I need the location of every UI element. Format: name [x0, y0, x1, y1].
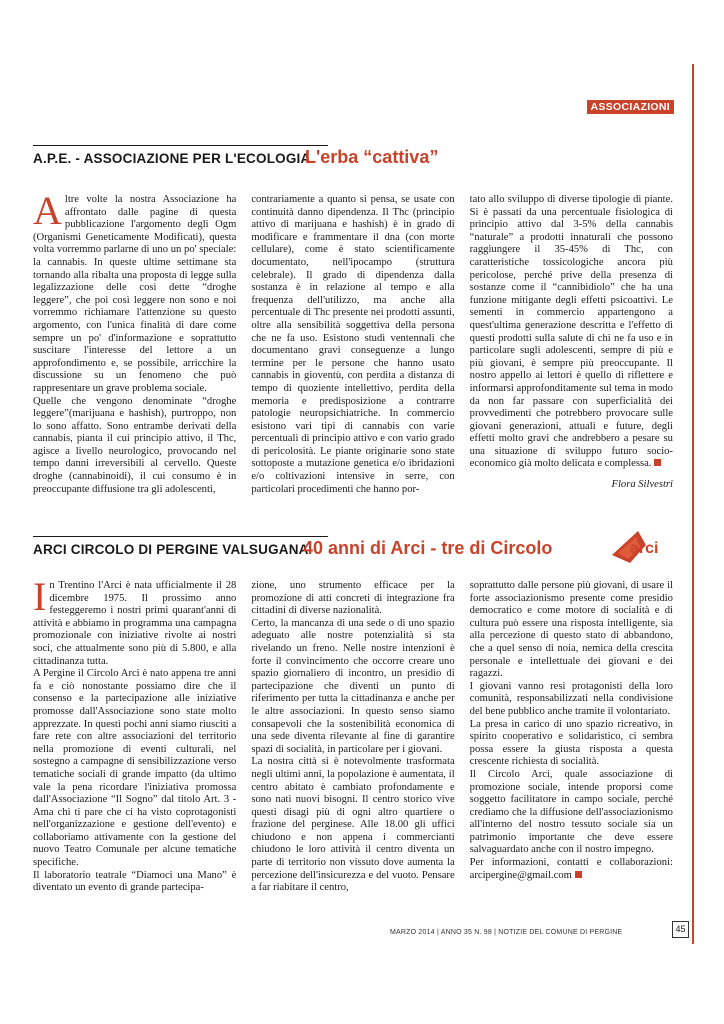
end-mark-icon [654, 459, 661, 466]
article1-title: L'erba “cattiva” [305, 147, 439, 167]
paragraph: Il Circolo Arci, quale associazione di promozione sociale, intende proporsi come soggetto facilitatore in campo sociale, perché crediamo che la diffusione dell'associazionismo all'interno del nostro tessuto sociale sia un patrimonio importante che deve essere salvaguardato anche con il nostro impegno. [469, 768, 673, 856]
page-footer: MARZO 2014 | ANNO 35 N. 98 | NOTIZIE DEL COMUNE DI PERGINE [390, 929, 623, 936]
paragraph: contrariamente a quanto si pensa, se usate con continuità danno dipendenza. Il Thc (principio attivo di marijuana e hashish) è in grado di modificare e frammentare il dna (con morte cellulare), come è stato scientificamente documentato, nell'ipocampo (struttura celebrale). Il grado di dipendenza dalla sostanza è in relazione al tempo e alla frequenza dell'utilizzo, ma anche alla percentuale di Thc presente nei prodotti assunti, oltre alla sensibilità soggettiva della persona che ne fa uso. Esistono studi ventennali che documentano gravi conseguenze a lungo termine per le persone che hanno usato cannabis in gioventù, con perdita a distanza di tempo di quoziente intellettivo, perdita della memoria e predisposizione a contrarre patologie neuropsichiatriche. In commercio esistono vari tipi di cannabis con varie percentuali di principio attivo e con vario grado di pericolosità. Le piante originarie sono state sottoposte a mutazione genetica e/o ibridazioni e/o coltivazioni intensive in serre, con particolari procedimenti che hanno por- [251, 194, 455, 495]
article2-col2 [251, 580, 454, 902]
paragraph: La nostra città si è notevolmente trasformata negli ultimi anni, la popolazione è aumentata, il centro abitato è cambiato profondamente e sono nati nuovi bisogni. Il centro storico vive questi disagi più di ogni altro quartiere o frazione del perginese. Alle 18.00 gli uffici chiudono e non appena i commercianti chiudono le loro attività il centro diventa un parte di territorio non vissuto dove aumenta la percezione dell'insicurezza e del vuoto. Pensare a far riabitare il centro, [251, 756, 455, 894]
article2-col1 [33, 580, 236, 902]
section-tag: ASSOCIAZIONI [587, 100, 674, 114]
article1-col3 [470, 194, 673, 514]
paragraph: n Trentino l'Arci è nata ufficialmente il 28 dicembre 1975. Il prossimo anno festeggeremo i nostri primi quarant'anni di attività e abbiamo in programma una campagna promozionale con iniziative rivolte ai nostri soci, che attualmente sono più di 5.800, e alla cittadinanza tutta. [33, 580, 237, 667]
article2-org: ARCI CIRCOLO DI PERGINE VALSUGANA [33, 542, 309, 557]
svg-text:arci: arci [630, 540, 659, 557]
margin-rule [692, 64, 694, 944]
end-mark-icon [575, 871, 582, 878]
paragraph: La presa in carico di uno spazio ricreativo, in spirito cooperativo e solidaristico, ci sembra possa essere la giusta risposta a questa crescente richiesta di socialità. [469, 718, 673, 768]
article2-body [33, 580, 673, 902]
article1-org: A.P.E. - ASSOCIAZIONE PER L'ECOLOGIA [33, 151, 311, 166]
article2-title: 40 anni di Arci - tre di Circolo [303, 538, 553, 558]
article2-dropcap: I [33, 580, 47, 619]
paragraph: Quelle che vengono denominate “droghe leggere”(marijuana e hashish), purtroppo, non lo sono affatto. Sono entrambe derivati della cannabis, pianta il cui principio attivo, il Thc, agisce a livello neurologico, provocando nel tempo danni irreversibili al cervello. Queste droghe (cannabinoidi), il cui consumo è in preoccupante diffusione tra gli adolescenti, [33, 395, 237, 495]
article1-col2 [251, 194, 454, 514]
paragraph: I giovani vanno resi protagonisti della loro comunità, responsabilizzati nella condivisione del bene pubblico anche tramite il volontariato. [469, 680, 673, 717]
article1-dropcap: A [33, 194, 62, 233]
paragraph: A Pergine il Circolo Arci è nato appena tre anni fa e ciò nonostante possiamo dire che il consenso e la partecipazione alle iniziative promosse dall'Associazione sono state molto apprezzate. In questi pochi anni siamo riusciti a fare rete con altre associazioni del territorio nella promozione di eventi culturali, nel sostegno a campagne di sensibilizzazione verso tematiche sociali di grande impatto (da ultimo vale la pena ricordare l'iniziativa promossa dall'Associazione “Il Sogno” dal titolo Art. 3 - Ama chi ti pare che ci ha visto coprotagonisti nell'organizzazione e gestione dell'evento) e collaboriamo attivamente con la gestione del nuovo Teatro Comunale per alcune tematiche specifiche. [33, 668, 237, 869]
paragraph: Certo, la mancanza di una sede o di uno spazio adeguato alle nostre potenzialità si sta rivelando un freno. Nelle nostre intenzioni è forte il convincimento che occorre creare uno spazio giornaliero di incontro, un presidio di partecipazione che diventi un punto di riferimento per tutta la cittadinanza e anche per le altre associazioni. In questo senso siamo consapevoli che la sostenibilità economica di una sede diventa rilevante al fine di garantire spazi di socialità, in particolare per i giovani. [251, 617, 455, 755]
article1-signature: Flora Silvestri [611, 479, 673, 491]
article1-header [33, 145, 676, 171]
paragraph: Per informazioni, contatti e collaborazioni: arcipergine@gmail.com [469, 857, 673, 881]
header-rule [33, 536, 328, 537]
paragraph: ltre volte la nostra Associazione ha affrontato dalle pagine di questa pubblicazione l'argomento degli Ogm (Organismi Geneticamente Modificati), questa volta vorremmo parlarne di uno un po' speciale: la cannabis. In queste ultime settimane sta tornando alla ribalta una proposta di legge sulla legalizzazione delle così dette “droghe leggere”, che poi così leggere non sono e noi vorremmo richiamare l'attenzione su questo argomento, con l'unica finalità di dare come sempre un po' d'informazione e soprattutto suscitare l'interesse del lettore a un approfondimento e, se possibile, arricchire la discussione su un fenomeno che può rappresentare un grave problema sociale. [33, 194, 237, 394]
header-rule [33, 145, 328, 146]
paragraph: soprattutto dalle persone più giovani, di usare il forte associazionismo presente come presidio democratico e come motore di socialità e di cultura può essere una risposta intelligente, sia alla percezione di questo stato di abbandono, che a quel senso di noia, nemica della crescita personale e intellettuale dei giovani e dei ragazzi. [469, 580, 673, 680]
paragraph: zione, uno strumento efficace per la promozione di atti concreti di integrazione fra cittadini di diverse nazionalità. [251, 580, 455, 617]
arci-logo [608, 527, 672, 567]
article1-body [33, 194, 673, 514]
paragraph: tato allo sviluppo di diverse tipologie di piante. Si è passati da una percentuale fisiologica di principio attivo dal 3-5% della cannabis “naturale” a prodotti innaturali che possono raggiungere il 35-45% di Thc, con caratteristiche tossicologiche ancora più pericolose, perché prive della presenza di sostanze come il “cannibidiolo” che ha una funzione mitigante degli effetti psicoattivi. Le sementi in commercio appartengono a quest'ultima generazione descritta e l'effetto di questi prodotti sulla salute di chi ne fa uso e in particolare sugli adolescenti, sempre di più e più giovani, è sempre più preoccupante. Il nostro appello ai lettori è quello di riflettere e informarsi approfonditamente sul tema in modo da non far passare con superficialità dei provvedimenti che potrebbero provocare sulle giovani generazioni, attuali e future, degli effetti molto gravi che andrebbero a pesare su una situazione di sviluppo futuro socio-economico già molto delicata e complessa. [469, 194, 673, 470]
paragraph: Il laboratorio teatrale “Diamoci una Mano” è diventato un evento di grande partecipa- [33, 869, 237, 894]
article1-col1 [33, 194, 236, 514]
article2-col3 [470, 580, 673, 902]
article2-header [33, 536, 676, 562]
page-number: 45 [672, 921, 689, 938]
